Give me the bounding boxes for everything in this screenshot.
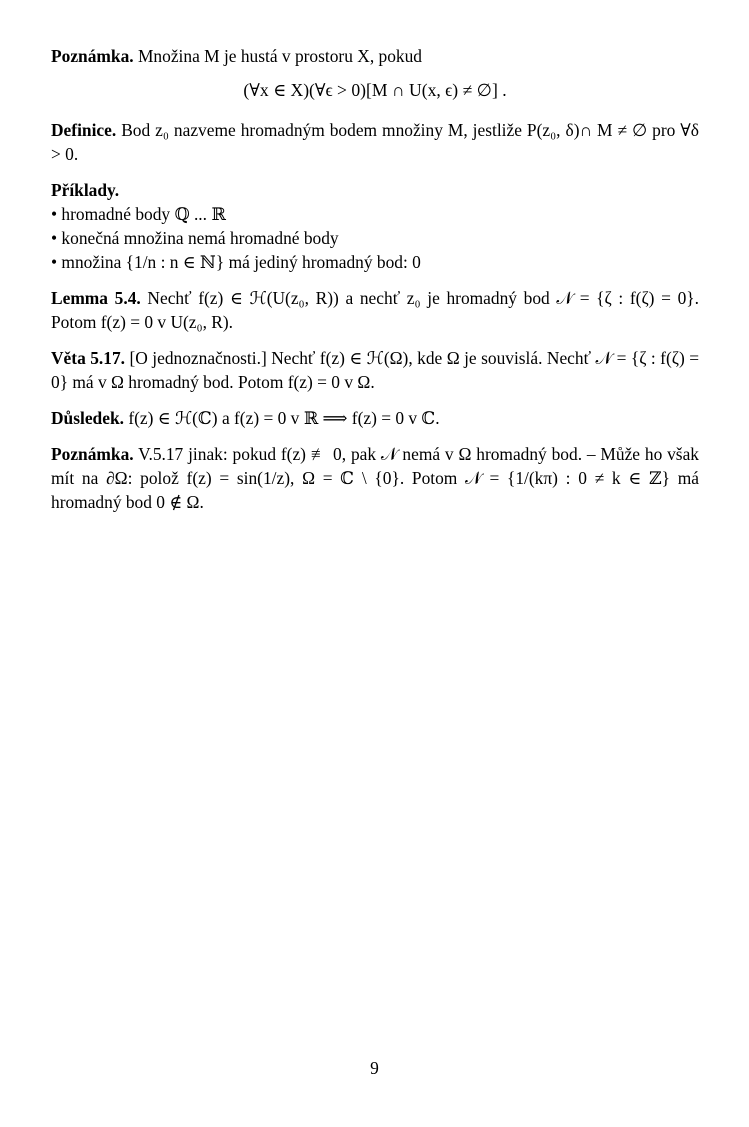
density-formula: (∀x ∈ X)(∀ϵ > 0)[M ∩ U(x, ϵ) ≠ ∅] .	[243, 80, 507, 100]
lemma-heading: Lemma 5.4.	[51, 288, 141, 308]
example-item-3: • množina {1/n : n ∈ ℕ} má jediný hromadný bod: 0	[51, 252, 421, 272]
example-item-1: • hromadné body ℚ ... ℝ	[51, 204, 226, 224]
lemma-text: Nechť f(z) ∈ ℋ(U(z₀, R)) a nechť z₀ je hromadný bod 𝒩 = {ζ : f(ζ) = 0}. Potom f(z) = 0 v U(z₀, R).	[51, 288, 699, 332]
definition	[51, 118, 699, 166]
theorem	[51, 346, 699, 394]
corollary-heading: Důsledek.	[51, 408, 124, 428]
definition-heading: Definice.	[51, 120, 117, 140]
note-2-heading: Poznámka.	[51, 444, 134, 464]
corollary	[51, 406, 699, 430]
theorem-text: [O jednoznačnosti.] Nechť f(z) ∈ ℋ(Ω), kde Ω je souvislá. Nechť 𝒩 = {ζ : f(ζ) = 0} má v Ω hromadný bod. Potom f(z) = 0 v Ω.	[51, 348, 699, 392]
examples-heading: Příklady.	[51, 180, 120, 200]
theorem-heading: Věta 5.17.	[51, 348, 126, 368]
note-2-text: V.5.17 jinak: pokud f(z) ≢ 0, pak 𝒩 nemá v Ω hromadný bod. – Může ho však mít na ∂Ω: polož f(z) = sin(1/z), Ω = ℂ \ {0}. Potom 𝒩 = {1/(kπ) : 0 ≠ k ∈ ℤ} má hromadný bod 0 ∉ Ω.	[51, 444, 699, 512]
definition-text: Bod z₀ nazveme hromadným bodem množiny M, jestliže P(z₀, δ)∩ M ≠ ∅ pro ∀δ > 0.	[51, 120, 699, 164]
page-number: 9	[370, 1058, 379, 1078]
lemma	[51, 286, 699, 334]
note-1	[51, 44, 699, 68]
note-1-text: Množina M je hustá v prostoru X, pokud	[137, 46, 422, 66]
page-content	[51, 44, 699, 524]
examples	[51, 178, 699, 274]
note-2	[51, 442, 699, 514]
corollary-text: f(z) ∈ ℋ(ℂ) a f(z) = 0 v ℝ ⟹ f(z) = 0 v ℂ.	[128, 408, 440, 428]
note-1-heading: Poznámka.	[51, 46, 134, 66]
example-item-2: • konečná množina nemá hromadné body	[51, 228, 339, 248]
